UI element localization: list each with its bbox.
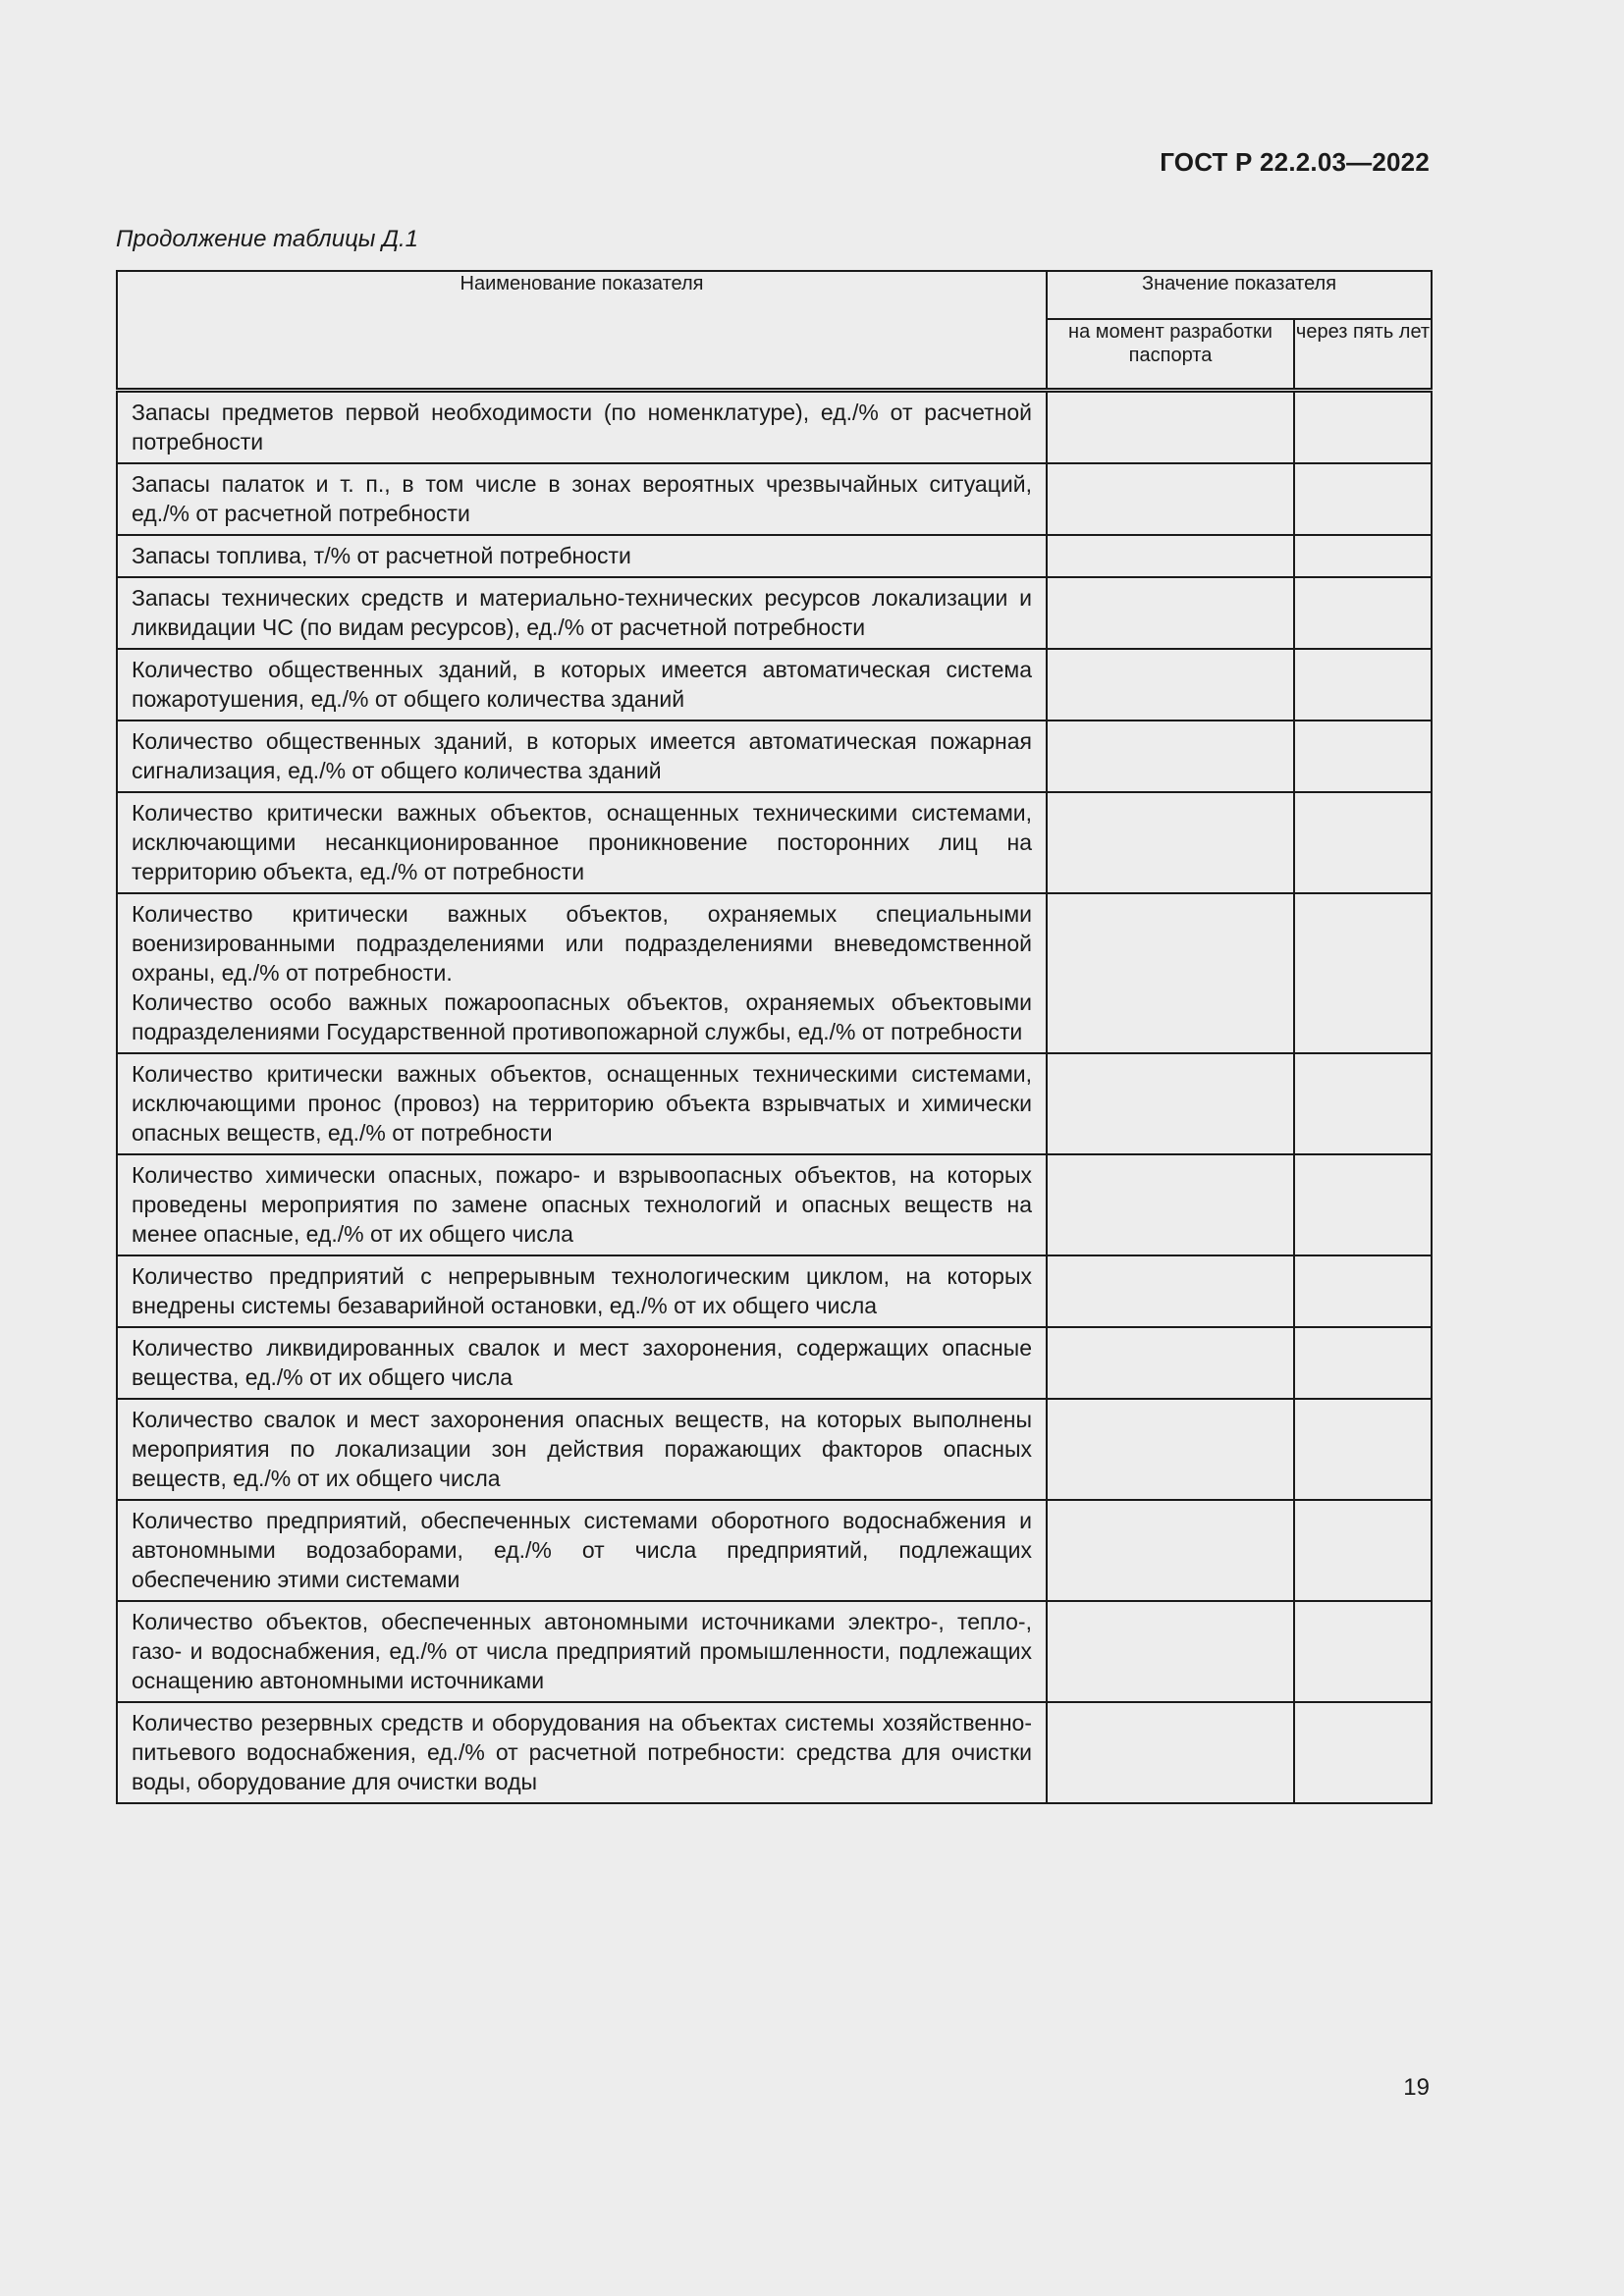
indicator-name-text: Количество резервных средств и оборудования на объектах системы хозяйственно-питьевого водоснабжения, ед./% от расчетной потребности: средства для очистки воды, оборудование для очистки воды <box>132 1710 1032 1794</box>
value-five-years-cell <box>1294 792 1432 893</box>
column-header-value-now: на момент разработки паспорта <box>1047 319 1294 391</box>
indicator-name-cell <box>117 391 1047 464</box>
indicator-name-cell <box>117 1154 1047 1255</box>
indicator-name-cell <box>117 721 1047 792</box>
value-now-cell <box>1047 463 1294 535</box>
value-five-years-cell <box>1294 577 1432 649</box>
value-now-cell <box>1047 893 1294 1053</box>
table-row <box>117 463 1432 535</box>
value-five-years-cell <box>1294 649 1432 721</box>
indicator-name-text: Количество химически опасных, пожаро- и взрывоопасных объектов, на которых проведены мероприятия по замене опасных технологий и опасных веществ на менее опасные, ед./% от их общего числа <box>132 1162 1032 1247</box>
indicator-name-text: Количество предприятий, обеспеченных системами оборотного водоснабжения и автономными водозаборами, ед./% от числа предприятий, подлежащих обеспечению этими системами <box>132 1508 1032 1592</box>
indicator-name-cell <box>117 463 1047 535</box>
indicator-name-text: Запасы предметов первой необходимости (по номенклатуре), ед./% от расчетной потребности <box>132 400 1032 454</box>
indicator-name-text: Количество критически важных объектов, оснащенных техническими системами, исключающими несанкционированное проникновение посторонних лиц на территорию объекта, ед./% от потребности <box>132 800 1032 884</box>
table-row <box>117 1255 1432 1327</box>
table-row <box>117 1399 1432 1500</box>
indicator-name-cell <box>117 1702 1047 1803</box>
value-five-years-cell <box>1294 721 1432 792</box>
value-five-years-cell <box>1294 1255 1432 1327</box>
value-five-years-cell <box>1294 535 1432 577</box>
indicator-name-text: Количество предприятий с непрерывным технологическим циклом, на которых внедрены системы безаварийной остановки, ед./% от их общего числа <box>132 1263 1032 1318</box>
indicator-name-cell <box>117 1500 1047 1601</box>
indicator-name-cell <box>117 649 1047 721</box>
table-row <box>117 577 1432 649</box>
table-row <box>117 721 1432 792</box>
indicator-name-text: Количество критически важных объектов, оснащенных техническими системами, исключающими пронос (провоз) на территорию объекта взрывчатых и химически опасных веществ, ед./% от потребности <box>132 1061 1032 1146</box>
page-number: 19 <box>1403 2074 1430 2101</box>
indicator-name-text: Количество объектов, обеспеченных автономными источниками электро-, тепло-, газо- и водоснабжения, ед./% от числа предприятий промышленности, подлежащих оснащению автономными источниками <box>132 1609 1032 1693</box>
value-five-years-cell <box>1294 463 1432 535</box>
indicator-name-cell <box>117 1327 1047 1399</box>
indicator-name-text: Количество ликвидированных свалок и мест захоронения, содержащих опасные вещества, ед./% от их общего числа <box>132 1335 1032 1390</box>
table-row <box>117 792 1432 893</box>
value-five-years-cell <box>1294 1327 1432 1399</box>
column-header-value-five-years: через пять лет <box>1294 319 1432 391</box>
value-now-cell <box>1047 577 1294 649</box>
value-five-years-cell <box>1294 1399 1432 1500</box>
indicator-name-cell <box>117 792 1047 893</box>
value-now-cell <box>1047 1702 1294 1803</box>
indicator-name-cell <box>117 893 1047 1053</box>
value-now-cell <box>1047 1154 1294 1255</box>
value-now-cell <box>1047 1255 1294 1327</box>
column-header-name: Наименование показателя <box>117 271 1047 391</box>
indicator-name-cell <box>117 577 1047 649</box>
indicator-name-text: Запасы палаток и т. п., в том числе в зонах вероятных чрезвычайных ситуаций, ед./% от расчетной потребности <box>132 471 1032 526</box>
table-body <box>117 391 1432 1804</box>
table-row <box>117 649 1432 721</box>
table-header <box>117 271 1432 391</box>
value-five-years-cell <box>1294 1154 1432 1255</box>
table-row <box>117 1154 1432 1255</box>
table-row <box>117 391 1432 464</box>
table-row <box>117 1327 1432 1399</box>
indicator-name-cell <box>117 1255 1047 1327</box>
value-now-cell <box>1047 391 1294 464</box>
indicator-name-cell <box>117 1399 1047 1500</box>
table-row <box>117 1702 1432 1803</box>
table-row <box>117 535 1432 577</box>
indicator-name-cell <box>117 1053 1047 1154</box>
indicator-name-text: Количество особо важных пожароопасных объектов, охраняемых объектовыми подразделениями Государственной противопожарной службы, ед./% от потребности <box>132 989 1032 1044</box>
value-five-years-cell <box>1294 1702 1432 1803</box>
value-five-years-cell <box>1294 391 1432 464</box>
value-five-years-cell <box>1294 1500 1432 1601</box>
column-header-value: Значение показателя <box>1047 271 1432 319</box>
indicator-name-cell <box>117 1601 1047 1702</box>
table-row <box>117 893 1432 1053</box>
indicator-name-text: Запасы топлива, т/% от расчетной потребности <box>132 543 631 568</box>
value-now-cell <box>1047 792 1294 893</box>
table-row <box>117 1053 1432 1154</box>
value-now-cell <box>1047 1399 1294 1500</box>
value-now-cell <box>1047 1500 1294 1601</box>
standard-designation: ГОСТ Р 22.2.03—2022 <box>1160 147 1430 177</box>
value-now-cell <box>1047 1053 1294 1154</box>
indicator-name-text: Запасы технических средств и материально-технических ресурсов локализации и ликвидации ЧС (по видам ресурсов), ед./% от расчетной потребности <box>132 585 1032 640</box>
indicator-name-text: Количество критически важных объектов, охраняемых специальными военизированными подразделениями или подразделениями вневедомственной охраны, ед./% от потребности. <box>132 901 1032 986</box>
table-row <box>117 1601 1432 1702</box>
value-five-years-cell <box>1294 893 1432 1053</box>
indicator-name-text: Количество свалок и мест захоронения опасных веществ, на которых выполнены мероприятия по локализации зон действия поражающих факторов опасных веществ, ед./% от их общего числа <box>132 1407 1032 1491</box>
value-now-cell <box>1047 721 1294 792</box>
table-caption: Продолжение таблицы Д.1 <box>116 226 419 252</box>
value-now-cell <box>1047 1601 1294 1702</box>
value-now-cell <box>1047 649 1294 721</box>
value-now-cell <box>1047 535 1294 577</box>
indicator-name-cell <box>117 535 1047 577</box>
indicator-name-text: Количество общественных зданий, в которых имеется автоматическая пожарная сигнализация, ед./% от общего количества зданий <box>132 728 1032 783</box>
indicator-name-text: Количество общественных зданий, в которых имеется автоматическая система пожаротушения, ед./% от общего количества зданий <box>132 657 1032 712</box>
value-five-years-cell <box>1294 1053 1432 1154</box>
value-five-years-cell <box>1294 1601 1432 1702</box>
table-row <box>117 1500 1432 1601</box>
value-now-cell <box>1047 1327 1294 1399</box>
indicator-table <box>116 270 1433 1804</box>
